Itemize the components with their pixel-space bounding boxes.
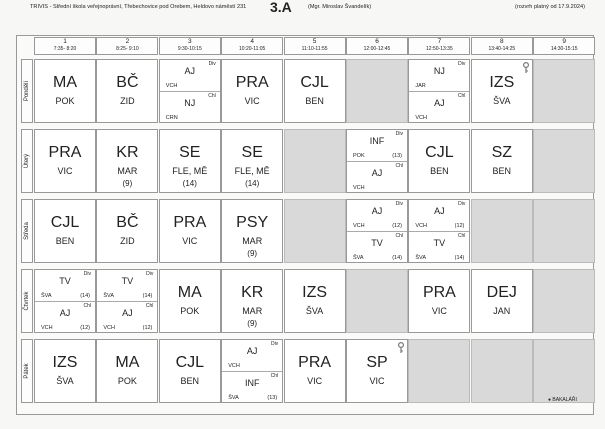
- subject: NJ: [184, 98, 196, 108]
- teacher: POK: [117, 376, 137, 386]
- lesson-cell[interactable]: [34, 339, 96, 403]
- empty-slot: [533, 199, 595, 263]
- teacher: VIC: [182, 236, 198, 246]
- teacher: BEN: [305, 96, 324, 106]
- group-label: Div: [208, 61, 216, 67]
- teacher: ZID: [120, 96, 135, 106]
- lesson-cell[interactable]: [96, 199, 158, 263]
- day-label: [21, 129, 33, 193]
- group-label: Chl: [395, 163, 403, 169]
- period-header: [159, 37, 221, 55]
- subject: AJ: [434, 98, 445, 108]
- teacher: VCH: [41, 325, 53, 331]
- room: (13): [392, 153, 402, 159]
- day-name: Úterý: [24, 153, 30, 169]
- lesson-cell[interactable]: [408, 59, 470, 123]
- teacher: FLE, MĚ: [172, 166, 208, 176]
- subject: MA: [115, 354, 140, 371]
- group-label: Div: [146, 271, 154, 277]
- room: (9): [122, 179, 133, 188]
- empty-slot: [408, 339, 470, 403]
- period-time: 12:50-13:35: [426, 46, 453, 52]
- group-lesson[interactable]: [222, 372, 282, 403]
- day-name: Pátek: [24, 363, 30, 379]
- period-number: 5: [312, 38, 317, 45]
- period-header: [34, 37, 96, 55]
- group-label: Div: [395, 131, 403, 137]
- period-number: 1: [63, 38, 67, 45]
- lesson-cell[interactable]: [34, 59, 96, 123]
- room: (9): [247, 249, 258, 258]
- teacher: VCH: [103, 325, 116, 331]
- lesson-cell[interactable]: [96, 339, 158, 403]
- lesson-cell[interactable]: [221, 269, 283, 333]
- teacher: ŠVA: [41, 293, 52, 299]
- subject: PRA: [48, 144, 82, 161]
- teacher: ŠVA: [56, 376, 74, 386]
- subject: PRA: [298, 354, 332, 371]
- teacher: MAR: [242, 236, 263, 246]
- lesson-cell[interactable]: [284, 59, 346, 123]
- teacher: VCH: [228, 363, 240, 369]
- room: (12): [142, 325, 153, 331]
- group-lesson[interactable]: [347, 130, 407, 162]
- teacher: VCH: [415, 115, 428, 121]
- teacher: BEN: [492, 166, 512, 176]
- group-lesson[interactable]: [347, 200, 407, 232]
- subject: AJ: [246, 346, 258, 356]
- room: (14): [182, 179, 197, 188]
- period-header: [346, 37, 408, 55]
- key-icon: [522, 61, 530, 73]
- period-time: 14:30-15:15: [550, 46, 578, 52]
- day-label: [21, 199, 33, 263]
- period-header: [533, 37, 595, 55]
- group-lesson[interactable]: [409, 60, 469, 92]
- teacher: VIC: [369, 376, 385, 386]
- lesson-cell[interactable]: [346, 129, 408, 193]
- teacher: BEN: [430, 166, 449, 176]
- day-label: [21, 269, 33, 333]
- teacher: ZID: [120, 236, 135, 246]
- teacher: ŠVA: [305, 306, 324, 316]
- lesson-cell[interactable]: [471, 129, 533, 193]
- lesson-cell[interactable]: [284, 339, 346, 403]
- teacher: ŠVA: [103, 293, 114, 299]
- group-label: Div: [395, 201, 403, 207]
- subject: PRA: [173, 214, 207, 231]
- subject: TV: [433, 238, 446, 248]
- subject: MA: [53, 74, 77, 91]
- period-header: [96, 37, 158, 55]
- teacher: VIC: [307, 376, 323, 386]
- group-lesson[interactable]: [347, 162, 407, 193]
- subject: DEJ: [486, 284, 517, 301]
- period-number: 6: [375, 38, 379, 45]
- group-lesson[interactable]: [160, 92, 220, 123]
- lesson-cell[interactable]: [471, 269, 533, 333]
- logo-text: BAKALÁŘI: [552, 397, 577, 403]
- period-header: [408, 37, 470, 55]
- lesson-cell[interactable]: [159, 59, 221, 123]
- subject: AJ: [434, 206, 445, 216]
- day-name: Čtvrtek: [24, 291, 30, 311]
- lesson-cell[interactable]: [408, 269, 470, 333]
- period-time: 11:10-11:55: [301, 46, 328, 52]
- group-lesson[interactable]: [409, 200, 469, 232]
- subject: CJL: [425, 144, 454, 161]
- group-label: Div: [83, 271, 91, 277]
- subject: BČ: [116, 214, 139, 231]
- subject: CJL: [300, 74, 329, 91]
- room: (13): [267, 395, 278, 401]
- class-name: 3.A: [270, 0, 292, 15]
- room: (14): [454, 255, 465, 261]
- subject: SE: [241, 144, 263, 161]
- lesson-cell[interactable]: [34, 199, 96, 263]
- teacher: CRN: [165, 115, 178, 121]
- empty-slot: [346, 59, 408, 123]
- period-number: 8: [499, 38, 504, 45]
- lesson-cell[interactable]: [34, 269, 96, 333]
- period-header: [284, 37, 346, 55]
- bakalari-logo: ● BAKALÁŘI: [548, 397, 577, 403]
- teacher: BEN: [55, 236, 75, 246]
- subject: BČ: [116, 74, 139, 91]
- lesson-cell[interactable]: [96, 269, 158, 333]
- group-label: Chl: [457, 233, 466, 239]
- group-lesson[interactable]: [35, 302, 95, 333]
- subject: IZS: [52, 354, 78, 371]
- teacher: VCH: [353, 185, 365, 191]
- group-label: Chl: [457, 93, 466, 99]
- room: (12): [80, 325, 90, 331]
- subject: INF: [244, 378, 260, 388]
- period-time: 12:00-12:45: [363, 46, 391, 52]
- room: (12): [454, 223, 465, 229]
- group-lesson[interactable]: [160, 60, 220, 92]
- teacher: JAN: [493, 306, 511, 316]
- subject: INF: [369, 136, 385, 146]
- subject: TV: [59, 276, 71, 286]
- day-label: [21, 339, 33, 403]
- teacher: ŠVA: [493, 96, 511, 106]
- day-name: Pondělí: [24, 80, 30, 102]
- room: (9): [247, 319, 258, 328]
- room: (14): [142, 293, 153, 299]
- lesson-cell[interactable]: [221, 129, 283, 193]
- subject: KR: [116, 144, 139, 161]
- teacher: ŠVA: [353, 255, 364, 261]
- subject: MA: [177, 284, 202, 301]
- group-label: Chl: [83, 303, 91, 309]
- subject: SZ: [491, 144, 513, 161]
- room: (14): [245, 179, 260, 188]
- lesson-cell[interactable]: [159, 339, 221, 403]
- valid-from: (rozvrh platný od 17.9.2024): [515, 4, 585, 10]
- teacher: POK: [55, 96, 75, 106]
- teacher: ŠVA: [415, 255, 426, 261]
- subject: AJ: [122, 308, 133, 318]
- period-number: 9: [562, 38, 566, 45]
- subject: NJ: [433, 66, 445, 76]
- group-lesson[interactable]: [409, 232, 469, 263]
- subject: PRA: [235, 74, 269, 91]
- period-time: 8:25- 9:10: [116, 46, 139, 52]
- period-number: 2: [125, 38, 130, 45]
- empty-slot: [346, 269, 408, 333]
- teacher: VIC: [57, 166, 73, 176]
- subject: KR: [241, 284, 264, 301]
- subject: TV: [371, 238, 383, 248]
- teacher: VCH: [415, 223, 428, 229]
- lesson-cell[interactable]: [159, 269, 221, 333]
- group-lesson[interactable]: [97, 302, 157, 333]
- day-name: Středa: [24, 222, 30, 240]
- period-header: [221, 37, 283, 55]
- period-time: 7:35- 8:20: [53, 46, 77, 52]
- empty-slot: [533, 339, 595, 403]
- teacher: JAR: [415, 83, 426, 89]
- teacher: VCH: [353, 223, 365, 229]
- lesson-cell[interactable]: [284, 269, 346, 333]
- period-header: [471, 37, 533, 55]
- group-label: Chl: [208, 93, 216, 99]
- teacher: VIC: [244, 96, 260, 106]
- teacher: POK: [353, 153, 365, 159]
- teacher: VCH: [165, 83, 178, 89]
- subject: SE: [179, 144, 201, 161]
- room: (12): [392, 223, 402, 229]
- lesson-cell[interactable]: [408, 199, 470, 263]
- subject: IZS: [489, 74, 515, 91]
- lesson-cell[interactable]: [221, 59, 283, 123]
- lesson-cell[interactable]: [471, 59, 533, 123]
- school-name: TRIVIS - Střední škola veřejnoprávní, Třebechovice pod Orebem, Heldovo náměstí 231: [30, 4, 247, 10]
- lesson-cell[interactable]: [96, 129, 158, 193]
- key-icon: [397, 341, 405, 353]
- lesson-cell[interactable]: [159, 129, 221, 193]
- lesson-cell[interactable]: [346, 199, 408, 263]
- room: (14): [392, 255, 402, 261]
- group-lesson[interactable]: [35, 270, 95, 302]
- subject: AJ: [59, 308, 71, 318]
- period-time: 10:20-11:05: [239, 46, 266, 52]
- lesson-cell[interactable]: [159, 199, 221, 263]
- lesson-cell[interactable]: [34, 129, 96, 193]
- empty-slot: [533, 269, 595, 333]
- teacher: ŠVA: [228, 395, 239, 401]
- lesson-cell[interactable]: [96, 59, 158, 123]
- lesson-cell[interactable]: [221, 199, 283, 263]
- subject: CJL: [175, 354, 205, 371]
- subject: TV: [121, 276, 134, 286]
- empty-slot: [533, 129, 595, 193]
- period-number: 7: [437, 38, 442, 45]
- group-lesson[interactable]: [222, 340, 282, 372]
- group-label: Chl: [145, 303, 154, 309]
- lesson-cell[interactable]: [346, 339, 408, 403]
- empty-slot: [284, 129, 346, 193]
- teacher: FLE, MĚ: [234, 166, 270, 176]
- period-time: 9:30-10:15: [177, 46, 202, 52]
- teacher: BEN: [180, 376, 200, 386]
- group-label: Chl: [395, 233, 403, 239]
- room: (14): [80, 293, 90, 299]
- subject: AJ: [184, 66, 196, 76]
- group-label: Div: [458, 61, 466, 67]
- teacher: MAR: [242, 306, 263, 316]
- period-number: 4: [250, 38, 254, 45]
- group-lesson[interactable]: [409, 92, 469, 123]
- empty-slot: [533, 59, 595, 123]
- class-teacher: (Mgr. Miroslav Švandelík): [308, 4, 372, 10]
- subject: AJ: [371, 168, 383, 178]
- lesson-cell[interactable]: [408, 129, 470, 193]
- empty-slot: [284, 199, 346, 263]
- group-label: Div: [458, 201, 466, 207]
- period-time: 13:40-14:25: [488, 46, 516, 52]
- subject: CJL: [50, 214, 80, 231]
- subject: IZS: [302, 284, 328, 301]
- subject: SP: [366, 354, 388, 371]
- teacher: VIC: [431, 306, 447, 316]
- subject: PSY: [236, 214, 269, 231]
- empty-slot: [471, 199, 533, 263]
- group-label: Div: [270, 341, 279, 347]
- day-label: [21, 59, 33, 123]
- period-number: 3: [187, 38, 192, 45]
- subject: PRA: [422, 284, 456, 301]
- group-lesson[interactable]: [97, 270, 157, 302]
- group-label: Chl: [270, 373, 279, 379]
- group-lesson[interactable]: [347, 232, 407, 263]
- teacher: MAR: [117, 166, 138, 176]
- empty-slot: [471, 339, 533, 403]
- subject: AJ: [371, 206, 383, 216]
- lesson-cell[interactable]: [221, 339, 283, 403]
- teacher: POK: [180, 306, 200, 316]
